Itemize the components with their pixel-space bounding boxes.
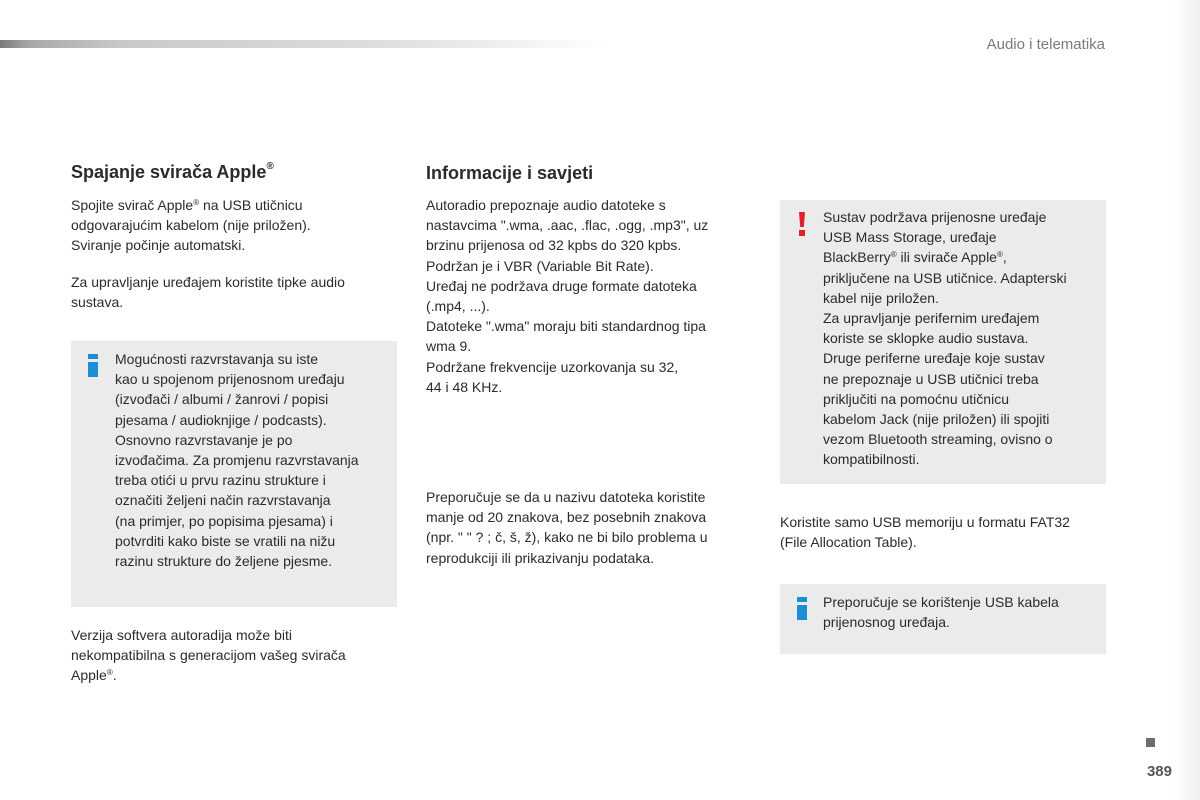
- page-edge-shadow: [1172, 0, 1200, 800]
- info-icon: [88, 354, 98, 376]
- apple-player-heading: Spajanje svirača Apple®: [71, 161, 274, 182]
- sorting-info-text: Mogućnosti razvrstavanja su iste kao u spojenom prijenosnom uređaju (izvođači / albumi / žanrovi / popisi pjesama / audioknjige / podcasts). Osnovno razvrstavanje je po izvođačima. Za promjenu razvrstavanja treba otići u prvu razinu strukture i označiti željeni način razvrstavanja (na primjer, po popisima pjesama) i potvrditi kako biste se vratili na nižu razinu strukture do željene pjesme.: [115, 351, 359, 570]
- page-number: 389: [1146, 763, 1172, 780]
- audio-formats-paragraph: Autoradio prepoznaje audio datoteke s nastavcima ".wma, .aac, .flac, .ogg, .mp3", uz brzinu prijenosa od 32 kpbs do 320 kpbs. Podržan je i VBR (Variable Bit Rate). Uređaj ne podržava druge formate datoteka (.mp4, ...). Datoteke ".wma" moraju biti standardnog tipa wma 9. Podržane frekvencije uzorkovanja su 32, 44 i 48 KHz.: [426, 197, 709, 395]
- apple-connect-paragraph: Spojite svirač Apple® na USB utičnicu odgovarajućim kabelom (nije priložen). Sviranje počinje automatski.: [71, 197, 311, 254]
- usb-devices-warning-box: [780, 200, 1106, 484]
- fat32-paragraph: Koristite samo USB memoriju u formatu FAT32 (File Allocation Table).: [780, 514, 1070, 551]
- usb-cable-info-box: [780, 584, 1106, 654]
- audio-control-paragraph: Za upravljanje uređajem koristite tipke audio sustava.: [71, 274, 345, 311]
- info-icon: [797, 597, 807, 619]
- sorting-info-box: [71, 341, 397, 607]
- warning-icon: [797, 212, 807, 236]
- usb-cable-info-text: Preporučuje se korištenje USB kabela prijenosnog uređaja.: [823, 594, 1059, 631]
- header-decorative-bar: [0, 40, 610, 48]
- page-marker-square: [1146, 738, 1155, 747]
- software-compatibility-paragraph: Verzija softvera autoradija može biti nekompatibilna s generacijom vašeg svirača Apple®.: [71, 627, 346, 684]
- filename-recommendation-paragraph: Preporučuje se da u nazivu datoteka koristite manje od 20 znakova, bez posebnih znakova (npr. " " ? ; č, š, ž), kako ne bi bilo problema u reprodukciji ili prikazivanju podataka.: [426, 489, 708, 566]
- info-tips-heading: Informacije i savjeti: [426, 163, 594, 183]
- usb-devices-warning-text: Sustav podržava prijenosne uređaje USB Mass Storage, uređaje BlackBerry® ili svirače Apple®, priključene na USB utičnice. Adapterski kabel nije priložen. Za upravljanje perifernim uređajem koriste se sklopke audio sustava. Druge periferne uređaje koje sustav ne prepoznaje u USB utičnici treba priključiti na pomoćnu utičnicu kabelom Jack (nije priložen) ili spojiti vezom Bluetooth streaming, ovisno o kompatibilnosti.: [823, 209, 1067, 468]
- section-title: Audio i telematika: [986, 36, 1105, 53]
